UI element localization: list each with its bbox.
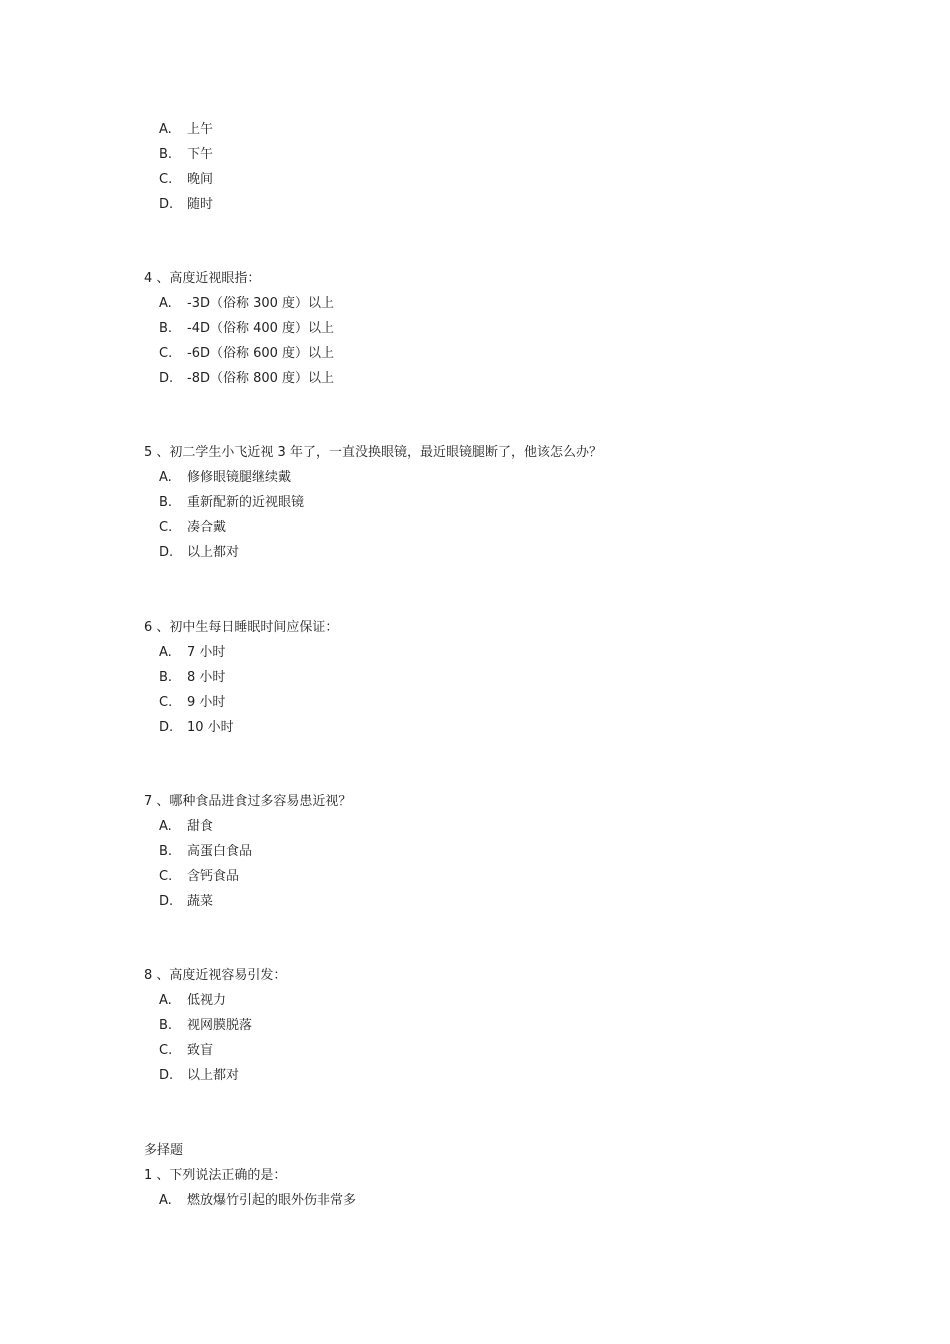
option-item bbox=[159, 844, 252, 860]
question-stem: 7 、哪种食品进食过多容易患近视？ bbox=[144, 794, 352, 809]
question-stem: 4 、高度近视眼指： bbox=[144, 271, 261, 286]
option-text: -6D（俗称 600 度）以上 bbox=[187, 346, 335, 361]
option-letter: D. bbox=[159, 894, 174, 909]
option-text: 以上都对 bbox=[187, 545, 240, 560]
option-item bbox=[159, 1018, 252, 1034]
option-item bbox=[159, 645, 225, 661]
option-letter: C. bbox=[159, 695, 173, 710]
option-item bbox=[159, 720, 234, 736]
option-item bbox=[159, 695, 225, 711]
option-item bbox=[159, 470, 291, 486]
option-letter: D. bbox=[159, 545, 174, 560]
option-text: 高蛋白食品 bbox=[187, 844, 253, 859]
option-text: -4D（俗称 400 度）以上 bbox=[187, 321, 335, 336]
option-item bbox=[159, 172, 213, 188]
option-text: 随时 bbox=[187, 197, 214, 212]
option-letter: B. bbox=[159, 670, 173, 685]
option-text: 凑合戴 bbox=[187, 520, 227, 535]
option-text: 上午 bbox=[187, 122, 214, 137]
option-letter: A. bbox=[159, 645, 172, 660]
option-letter: A. bbox=[159, 993, 172, 1008]
option-item bbox=[159, 296, 334, 312]
option-text: 致盲 bbox=[187, 1043, 214, 1058]
option-text: 含钙食品 bbox=[187, 869, 240, 884]
option-text: 燃放爆竹引起的眼外伤非常多 bbox=[187, 1193, 357, 1208]
option-text: 视网膜脱落 bbox=[187, 1018, 253, 1033]
option-text: 晚间 bbox=[187, 172, 214, 187]
question-stem: 5 、初二学生小飞近视 3 年了，一直没换眼镜，最近眼镜腿断了，他该怎么办？ bbox=[144, 445, 602, 460]
question-stem: 6 、初中生每日睡眠时间应保证： bbox=[144, 620, 339, 635]
option-letter: A. bbox=[159, 1193, 172, 1208]
option-text: 甜食 bbox=[187, 819, 214, 834]
option-letter: B. bbox=[159, 844, 173, 859]
option-letter: C. bbox=[159, 346, 173, 361]
question-stem: 1 、下列说法正确的是： bbox=[144, 1168, 287, 1183]
option-letter: D. bbox=[159, 720, 174, 735]
option-item bbox=[159, 1043, 213, 1059]
option-item bbox=[159, 670, 225, 686]
option-letter: A. bbox=[159, 296, 172, 311]
option-letter: B. bbox=[159, 321, 173, 336]
option-item bbox=[159, 894, 213, 910]
option-text: 9 小时 bbox=[187, 695, 226, 710]
option-item bbox=[159, 1068, 239, 1084]
option-item bbox=[159, 371, 334, 387]
option-text: 低视力 bbox=[187, 993, 227, 1008]
option-letter: B. bbox=[159, 147, 173, 162]
option-text: -3D（俗称 300 度）以上 bbox=[187, 296, 335, 311]
option-text: 7 小时 bbox=[187, 645, 226, 660]
option-item bbox=[159, 321, 334, 337]
option-item bbox=[159, 869, 239, 885]
option-item bbox=[159, 1193, 356, 1209]
option-letter: C. bbox=[159, 520, 173, 535]
option-letter: C. bbox=[159, 172, 173, 187]
question-stem: 8 、高度近视容易引发： bbox=[144, 968, 287, 983]
option-letter: D. bbox=[159, 197, 174, 212]
option-letter: C. bbox=[159, 1043, 173, 1058]
option-letter: B. bbox=[159, 1018, 173, 1033]
option-text: 以上都对 bbox=[187, 1068, 240, 1083]
option-letter: D. bbox=[159, 371, 174, 386]
option-text: 10 小时 bbox=[187, 720, 234, 735]
option-item bbox=[159, 197, 213, 213]
option-text: 蔬菜 bbox=[187, 894, 214, 909]
option-letter: A. bbox=[159, 122, 172, 137]
option-item bbox=[159, 545, 239, 561]
option-text: 下午 bbox=[187, 147, 214, 162]
option-letter: A. bbox=[159, 470, 172, 485]
option-item bbox=[159, 495, 304, 511]
option-letter: D. bbox=[159, 1068, 174, 1083]
option-text: -8D（俗称 800 度）以上 bbox=[187, 371, 335, 386]
option-item bbox=[159, 122, 213, 138]
option-letter: B. bbox=[159, 495, 173, 510]
option-text: 重新配新的近视眼镜 bbox=[187, 495, 305, 510]
option-item bbox=[159, 147, 213, 163]
option-letter: C. bbox=[159, 869, 173, 884]
option-text: 8 小时 bbox=[187, 670, 226, 685]
option-item bbox=[159, 819, 213, 835]
section-heading: 多择题 bbox=[144, 1143, 184, 1158]
option-letter: A. bbox=[159, 819, 172, 834]
option-item bbox=[159, 346, 334, 362]
option-text: 修修眼镜腿继续戴 bbox=[187, 470, 292, 485]
option-item bbox=[159, 993, 226, 1009]
option-item bbox=[159, 520, 226, 536]
